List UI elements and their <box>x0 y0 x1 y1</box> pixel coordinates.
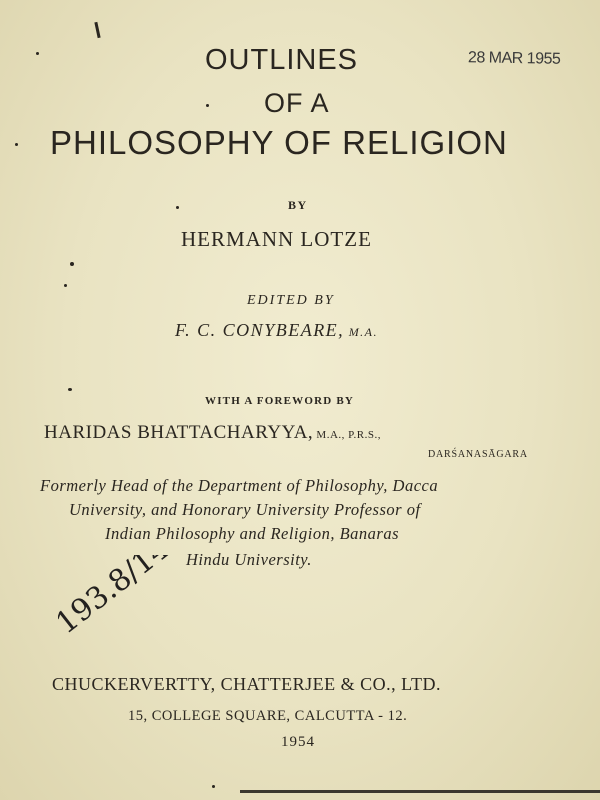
handwritten-note-svg <box>58 555 188 655</box>
ink-mark <box>94 22 100 38</box>
foreword-description-line: Indian Philosophy and Religion, Banaras <box>105 524 400 543</box>
foreword-author-line <box>44 422 381 444</box>
paper-speck <box>206 104 209 107</box>
foreword-author-name: HARIDAS BHATTACHARYYA, <box>44 422 314 443</box>
publisher-address: 15, COLLEGE SQUARE, CALCUTTA - 12. <box>128 708 408 724</box>
handwritten-note <box>58 555 188 655</box>
paper-speck <box>70 262 74 266</box>
title-line-2: OF A <box>264 88 330 118</box>
paper-speck <box>36 52 39 55</box>
handwritten-note-text: 193.8/14 <box>58 555 177 642</box>
editor-degree: M.A. <box>344 325 379 339</box>
by-label: BY <box>288 198 308 212</box>
author-name: HERMANN LOTZE <box>181 227 372 251</box>
edited-by-label: EDITED BY <box>247 293 335 308</box>
paper-speck <box>68 388 72 391</box>
foreword-description-line: Formerly Head of the Department of Philosophy, Dacca <box>40 476 439 495</box>
editor-line <box>175 320 378 341</box>
paper-speck <box>176 206 179 209</box>
page-edge-line <box>240 790 600 793</box>
foreword-description-line: University, and Honorary University Professor of <box>69 500 421 519</box>
foreword-author-degrees: M.A., P.R.S., <box>313 429 381 441</box>
title-line-1: OUTLINES <box>205 44 359 76</box>
publisher-name: CHUCKERVERTTY, CHATTERJEE & CO., LTD. <box>52 674 441 694</box>
foreword-author-title: DARŚANASĀGARA <box>428 449 528 460</box>
paper-speck <box>64 284 67 287</box>
editor-name: F. C. CONYBEARE, <box>175 320 345 340</box>
foreword-description-line: Hindu University. <box>186 550 312 569</box>
paper-speck <box>15 143 18 146</box>
title-line-3: PHILOSOPHY OF RELIGION <box>50 124 508 161</box>
date-stamp: 28 MAR 1955 <box>467 49 561 68</box>
paper-speck <box>212 785 215 788</box>
publication-year: 1954 <box>281 734 315 750</box>
foreword-label: WITH A FOREWORD BY <box>205 395 355 407</box>
